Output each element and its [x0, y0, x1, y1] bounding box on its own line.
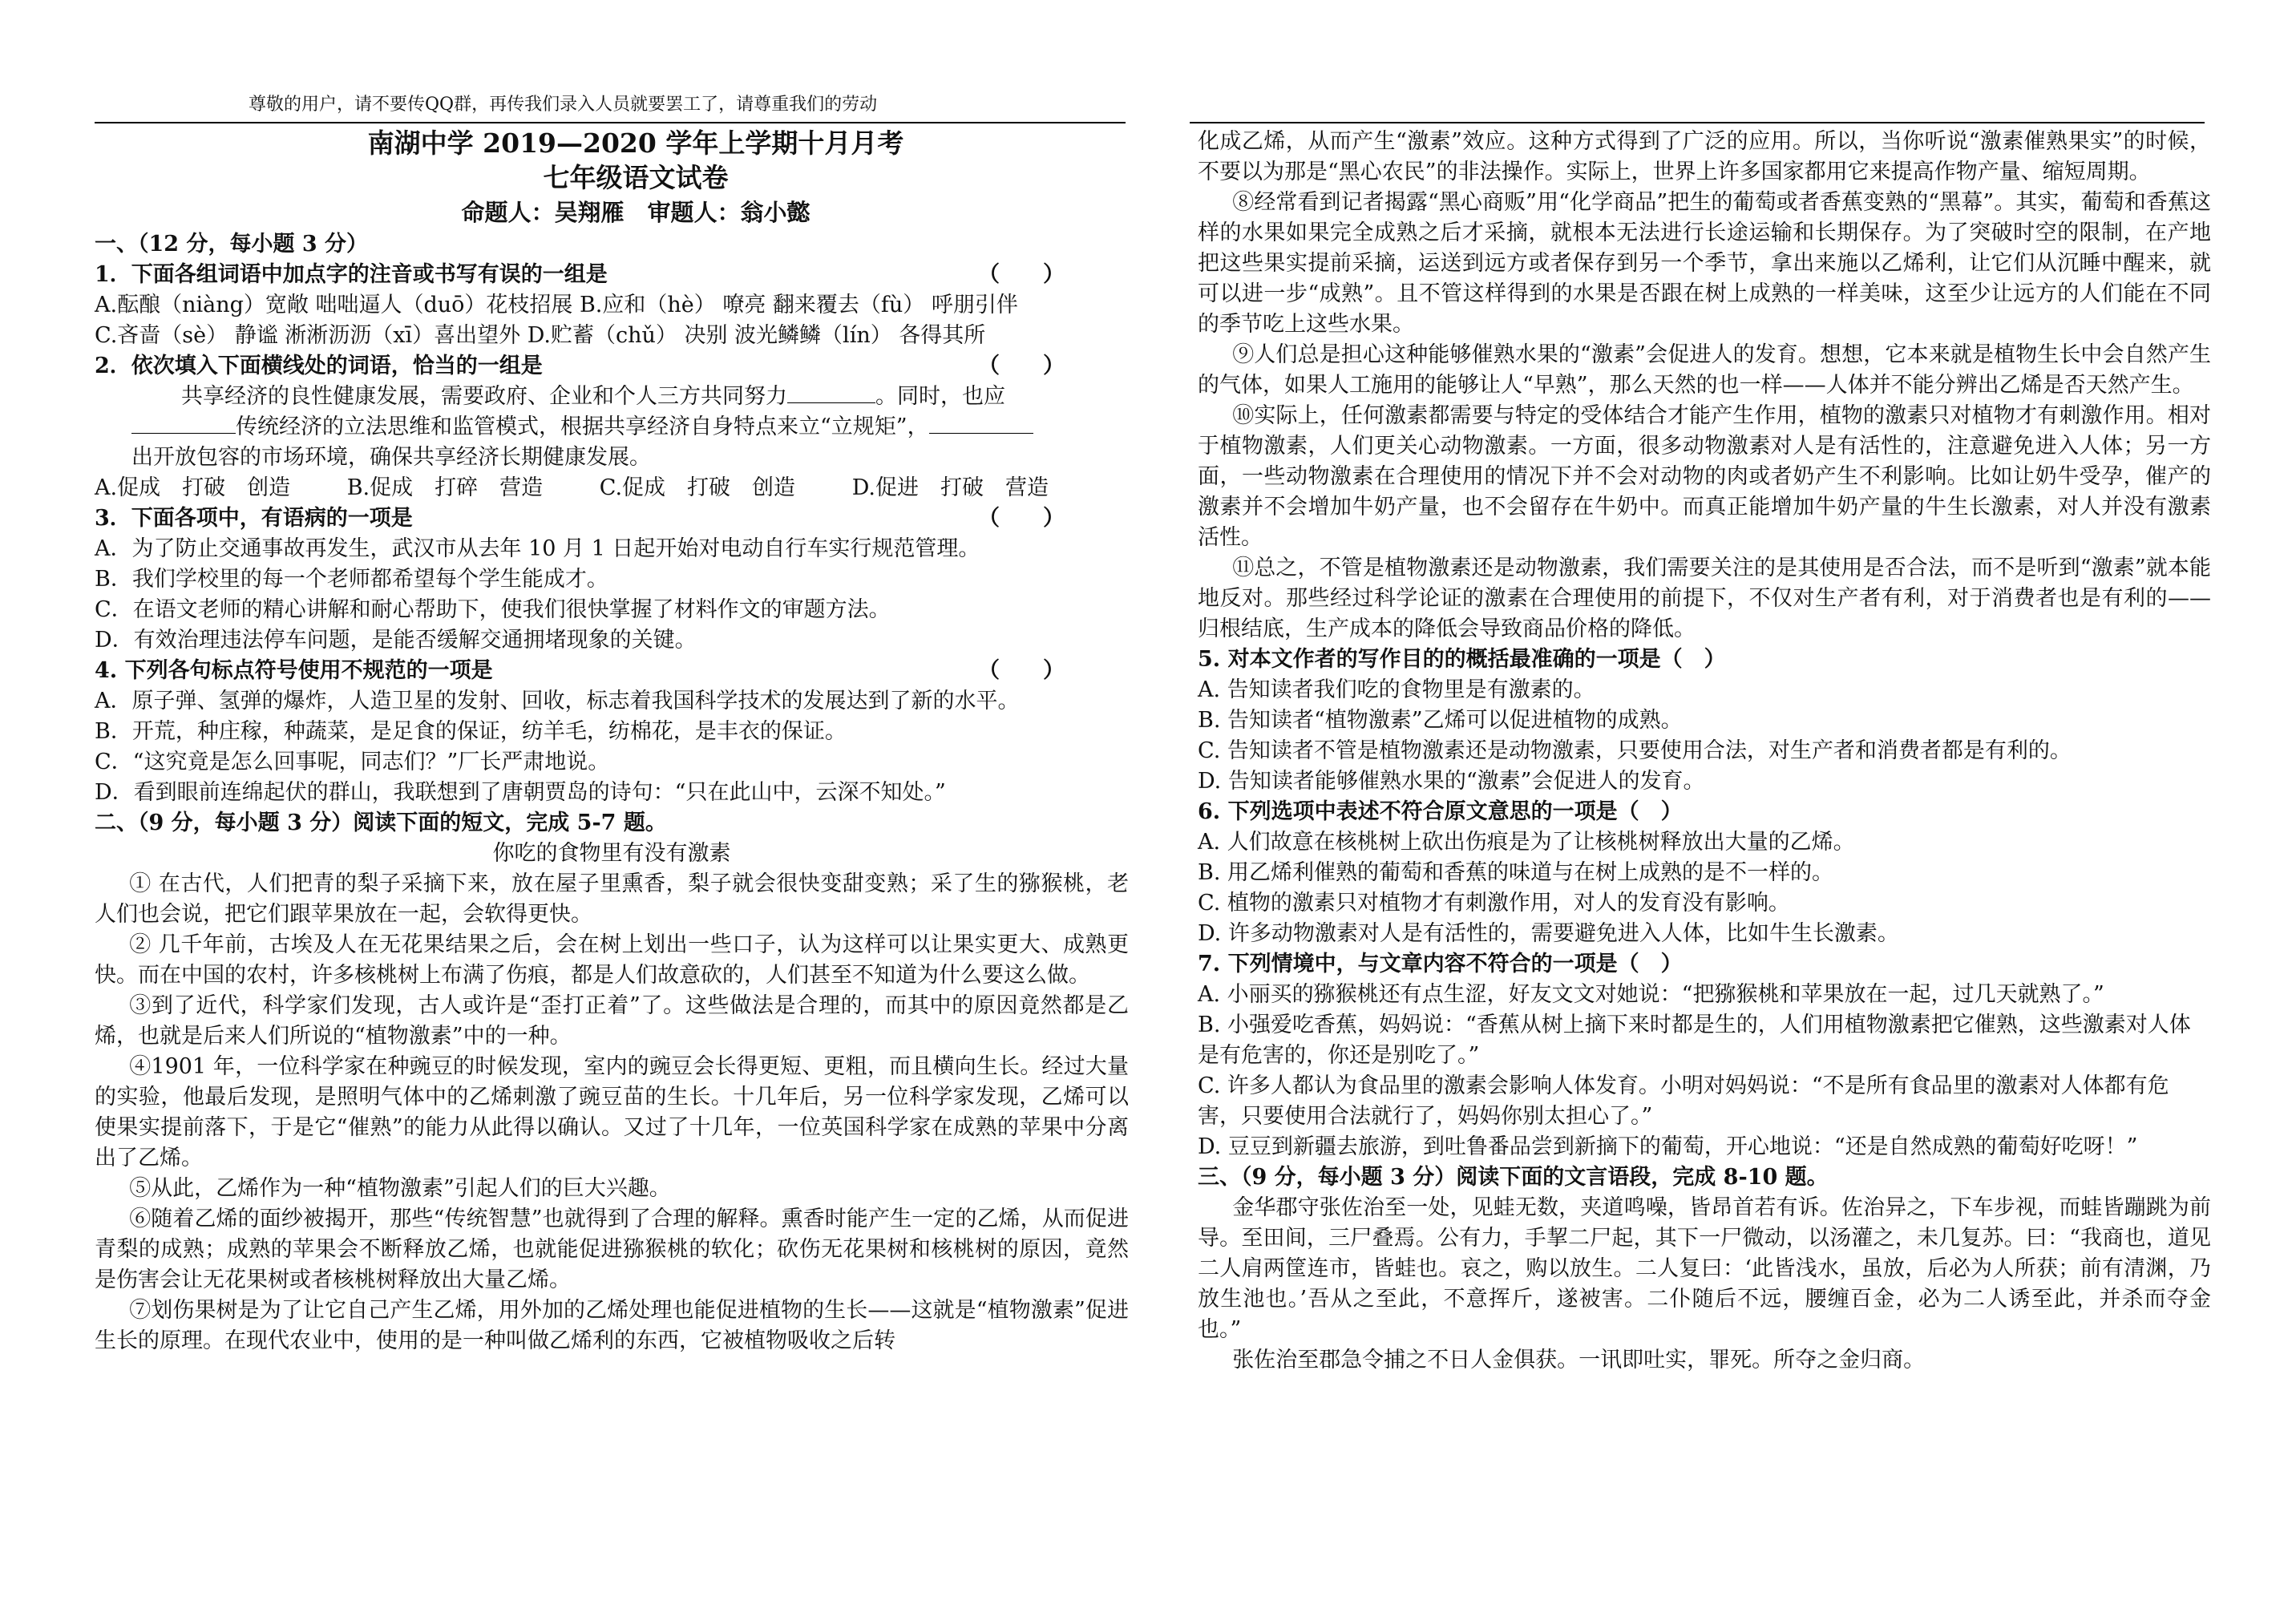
article-paragraph: ⑤从此，乙烯作为一种“植物激素”引起人们的巨大兴趣。 [129, 1176, 671, 1201]
question-2-stem: 2．依次填入下面横线处的词语，恰当的一组是 [95, 354, 543, 378]
article-paragraph: ⑧经常看到记者揭露“黑心商贩”用“化学商品”把生的葡萄或者香蕉变熟的“黑幕”。其实，葡萄和香蕉这样的水果如果完全成熟之后才采摘，就根本无法进行长途运输和长期保存。为了突破时空的限制，在产地把这些果实提前采摘，运送到远方或者保存到另一个季节，拿出来施以乙烯利，让它们从沉睡中醒来，就可以进一步“成熟”。且不管这样得到的水果是否跟在树上成熟的一样美味，这至少让远方的人们能在不同的季节吃上这些水果。 [1198, 190, 2211, 337]
q2-option-d: D.促进 打破 营造 [851, 475, 1049, 500]
q4-option-b: B．开荒，种庄稼，种蔬菜，是足食的保证，纺羊毛，纺棉花，是丰衣的保证。 [95, 719, 847, 744]
q5-option-d: D. 告知读者能够催熟水果的“激素”会促进人的发育。 [1198, 769, 1705, 794]
q5-option-a: A. 告知读者我们吃的食物里是有激素的。 [1198, 677, 1595, 702]
answer-paren: （ ） [978, 506, 1065, 531]
article-paragraph: ③到了近代，科学家们发现，古人或许是“歪打正着”了。这些做法是合理的，而其中的原因竟然都是乙烯，也就是后来人们所说的“植物激素”中的一种。 [95, 993, 1129, 1049]
copyright-notice: 尊敬的用户，请不要传QQ群，再传我们录入人员就要罢工了，请尊重我们的劳动 [249, 95, 878, 115]
q3-option-c: C．在语文老师的精心讲解和耐心帮助下，使我们很快掌握了材料作文的审题方法。 [95, 597, 891, 622]
q2-text1: 共享经济的良性健康发展，需要政府、企业和个人三方共同努力 [181, 384, 787, 409]
q7-option-a: A. 小丽买的猕猴桃还有点生涩，好友文文对她说：“把猕猴桃和苹果放在一起，过几天就熟了。” [1198, 982, 2104, 1007]
article-paragraph-continued: 化成乙烯，从而产生“激素”效应。这种方式得到了广泛的应用。所以，当你听说“激素催熟果实”的时候，不要以为那是“黑心农民”的非法操作。实际上，世界上许多国家都用它来提高作物产量、缩短周期。 [1198, 129, 2211, 184]
q1-options-ab: A.酝酿（niàng）宽敞 咄咄逼人（duō）花枝招展 B.应和（hè） 嘹亮 翻来覆去（fù） 呼朋引伴 [95, 293, 1018, 317]
answer-paren: （ ） [978, 658, 1065, 683]
q2-passage-line1 [95, 382, 1129, 412]
header-rule-left [95, 122, 1126, 123]
classical-paragraph: 张佐治至郡急令捕之不日人金俱获。一讯即吐实，罪死。所夺之金归商。 [1232, 1348, 1926, 1372]
section-1-heading: 一、（12 分，每小题 3 分） [95, 232, 369, 257]
q2-options [95, 473, 1129, 503]
q4-option-c: C．“这究竟是怎么回事呢，同志们？”厂长严肃地说。 [95, 750, 610, 774]
article-title: 你吃的食物里有没有激素 [492, 841, 731, 866]
q2-text2: 传统经济的立法思维和监管模式，根据共享经济自身特点来立“立规矩”， [236, 414, 929, 439]
section-2-heading: 二、（9 分，每小题 3 分）阅读下面的短文，完成 5-7 题。 [95, 810, 667, 835]
q2-option-c: C.促成 打破 创造 [599, 475, 796, 500]
article-paragraph: ⑦划伤果树是为了让它自己产生乙烯，用外加的乙烯处理也能促进植物的生长——这就是“植物激素”促进生长的原理。在现代农业中，使用的是一种叫做乙烯利的东西，它被植物吸收之后转 [95, 1298, 1129, 1353]
question-3 [95, 503, 1129, 534]
article-paragraph: ⑪总之，不管是植物激素还是动物激素，我们需要关注的是其使用是否合法，而不是听到“激素”就本能地反对。那些经过科学论证的激素在合理使用的前提下，不仅对生产者有利，对于消费者也是有利的——归根结底，生产成本的降低会导致商品价格的降低。 [1198, 556, 2211, 641]
article-paragraph: ② 几千年前，古埃及人在无花果结果之后，会在树上划出一些口子，认为这样可以让果实更大、成熟更快。而在中国的农村，许多核桃树上布满了伤痕，都是人们故意砍的，人们甚至不知道为什么要这么做。 [95, 932, 1129, 988]
q2-passage-line2 [95, 412, 1129, 443]
article-paragraph: ④1901 年，一位科学家在种豌豆的时候发现，室内的豌豆会长得更短、更粗，而且横向生长。经过大量的实验，他最后发现，是照明气体中的乙烯刺激了豌豆苗的生长。十几年后，另一位科学家发现，乙烯可以使果实提前落下，于是它“催熟”的能力从此得以确认。又过了十几年，一位英国科学家在成熟的苹果中分离出了乙烯。 [95, 1054, 1129, 1170]
q3-option-d: D．有效治理违法停车问题，是能否缓解交通拥堵现象的关键。 [95, 628, 697, 653]
q3-option-a: A．为了防止交通事故再发生，武汉市从去年 10 月 1 日起开始对电动自行车实行规范管理。 [95, 536, 980, 561]
right-column [1198, 127, 2211, 1376]
article-paragraph: ① 在古代，人们把青的梨子采摘下来，放在屋子里熏香，梨子就会很快变甜变熟；采了生的猕猴桃，老人们也会说，把它们跟苹果放在一起，会软得更快。 [95, 871, 1129, 927]
answer-paren: （ ） [978, 262, 1065, 287]
exam-subtitle: 七年级语文试卷 [543, 162, 729, 193]
article-paragraph: ⑩实际上，任何激素都需要与特定的受体结合才能产生作用，植物的激素只对植物才有刺激作用。相对于植物激素，人们更关心动物激素。一方面，很多动物激素对人是有活性的，注意避免进入人体；另一方面，一些动物激素在合理使用的情况下并不会对动物的肉或者奶产生不利影响。比如让奶牛受孕，催产的激素并不会增加牛奶产量，也不会留存在牛奶中。而真正能增加牛奶产量的牛生长激素，对人并没有激素活性。 [1198, 403, 2211, 550]
q6-option-a: A. 人们故意在核桃树上砍出伤痕是为了让核桃树释放出大量的乙烯。 [1198, 830, 1855, 855]
question-4-stem: 4. 下列各句标点符号使用不规范的一项是 [95, 658, 493, 683]
question-6: 6. 下列选项中表述不符合原文意思的一项是（ ） [1198, 799, 1683, 824]
article-paragraph: ⑨人们总是担心这种能够催熟水果的“激素”会促进人的发育。想想，它本来就是植物生长中会自然产生的气体，如果人工施用的能够让人“早熟”，那么天然的也一样——人体并不能分辨出乙烯是否天然产生。 [1198, 342, 2211, 398]
question-7: 7. 下列情境中，与文章内容不符合的一项是（ ） [1198, 952, 1683, 976]
q2-option-b: B.促成 打碎 营造 [346, 475, 544, 500]
q3-option-b: B．我们学校里的每一个老师都希望每个学生能成才。 [95, 567, 608, 592]
q6-option-c: C. 植物的激素只对植物才有刺激作用，对人的发育没有影响。 [1198, 891, 1790, 916]
q2-text1b: 。同时，也应 [875, 384, 1005, 409]
question-2 [95, 351, 1129, 382]
q6-option-b: B. 用乙烯利催熟的葡萄和香蕉的味道与在树上成熟的是不一样的。 [1198, 860, 1834, 885]
fill-blank-2 [131, 414, 236, 434]
q7-option-c: C. 许多人都认为食品里的激素会影响人体发育。小明对妈妈说：“不是所有食品里的激素对人体都有危害，只要使用合法就行了，妈妈你别太担心了。” [1198, 1073, 2169, 1129]
exam-authors: 命题人：吴翔雁 审题人：翁小懿 [461, 199, 810, 226]
question-1-stem: 1．下面各组词语中加点字的注音或书写有误的一组是 [95, 262, 608, 287]
section-3-heading: 三、（9 分，每小题 3 分）阅读下面的文言语段，完成 8-10 题。 [1198, 1165, 1829, 1190]
fill-blank-3 [929, 414, 1033, 434]
q7-option-d: D. 豆豆到新疆去旅游，到吐鲁番品尝到新摘下的葡萄，开心地说：“还是自然成熟的葡萄好吃呀！” [1198, 1134, 2138, 1159]
q2-passage-line3: 出开放包容的市场环境，确保共享经济长期健康发展。 [131, 445, 651, 470]
q4-option-d: D．看到眼前连绵起伏的群山，我联想到了唐朝贾岛的诗句：“只在此山中，云深不知处。” [95, 780, 946, 805]
q5-option-b: B. 告知读者“植物激素”乙烯可以促进植物的成熟。 [1198, 708, 1683, 733]
fill-blank-1 [787, 383, 875, 403]
q7-option-b: B. 小强爱吃香蕉，妈妈说：“香蕉从树上摘下来时都是生的，人们用植物激素把它催熟，这些激素对人体是有危害的，你还是别吃了。” [1198, 1013, 2191, 1068]
q2-option-a: A.促成 打破 创造 [95, 475, 291, 500]
answer-paren: （ ） [978, 354, 1065, 378]
exam-title: 南湖中学 2019—2020 学年上学期十月月考 [367, 127, 904, 159]
question-5: 5. 对本文作者的写作目的的概括最准确的一项是（ ） [1198, 647, 1726, 672]
question-3-stem: 3．下面各项中，有语病的一项是 [95, 506, 413, 531]
article-paragraph: ⑥随着乙烯的面纱被揭开，那些“传统智慧”也就得到了合理的解释。熏香时能产生一定的乙烯，从而促进青梨的成熟；成熟的苹果会不断释放乙烯，也就能促进猕猴桃的软化；砍伤无花果树和核桃树的原因，竟然是伤害会让无花果树或者核桃树释放出大量乙烯。 [95, 1207, 1129, 1292]
q1-options-cd: C.吝啬（sè） 静谧 淅淅沥沥（xī）喜出望外 D.贮蓄（chǔ） 决别 波光鳞鳞（lín） 各得其所 [95, 323, 986, 348]
q6-option-d: D. 许多动物激素对人是有活性的，需要避免进入人体，比如牛生长激素。 [1198, 921, 1899, 946]
question-4 [95, 656, 1129, 686]
header-rule-right [1190, 122, 2205, 123]
classical-paragraph: 金华郡守张佐治至一处，见蛙无数，夹道鸣噪，皆昂首若有诉。佐治异之，下车步视，而蛙皆蹦跳为前导。至田间，三尸叠焉。公有力，手挈二尸起，其下一尸微动，以汤灌之，未几复苏。曰：“我商也，道见二人肩两筐连市，皆蛙也。哀之，购以放生。二人复曰：‘此皆浅水，虽放，后必为人所获；前有清渊，乃放生池也。’吾从之至此，不意挥斤，遂被害。二仆随后不远，腰缠百金，必为二人诱至此，并杀而夺金也。” [1198, 1195, 2211, 1342]
q5-option-c: C. 告知读者不管是植物激素还是动物激素，只要使用合法，对生产者和消费者都是有利的。 [1198, 738, 2072, 763]
q4-option-a: A．原子弹、氢弹的爆炸，人造卫星的发射、回收，标志着我国科学技术的发展达到了新的水平。 [95, 689, 1020, 713]
left-column [95, 127, 1129, 1356]
question-1 [95, 260, 1129, 290]
